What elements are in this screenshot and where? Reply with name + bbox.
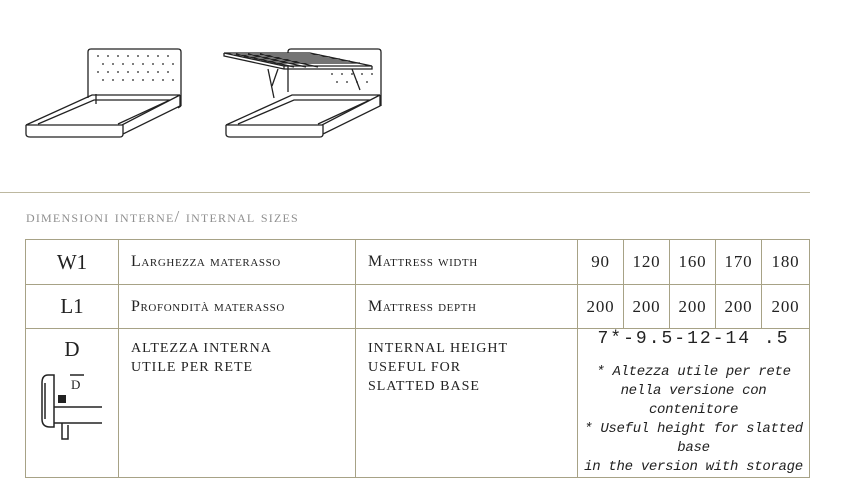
table-row-depth [26, 285, 810, 329]
section-title: dimensioni interne/ internal sizes [26, 207, 299, 226]
diagram-d-label: D [71, 377, 81, 392]
row-code: D [64, 337, 80, 361]
value-cell: 120 [624, 240, 670, 285]
internal-sizes-table [25, 239, 810, 478]
label-italian: Larghezza materasso [119, 240, 356, 285]
row-code-cell [26, 329, 119, 478]
table-row-width [26, 240, 810, 285]
label-italian-line2: UTILE PER RETE [131, 360, 254, 375]
section-divider [0, 192, 810, 193]
label-english-line2: USEFUL FOR [368, 360, 462, 375]
value-cell: 90 [578, 240, 624, 285]
footnote-line: in the version with storage [584, 459, 803, 475]
value-cell: 200 [578, 285, 624, 329]
label-english-line1: INTERNAL HEIGHT [368, 341, 509, 356]
value-cell: 180 [762, 240, 810, 285]
bed-height-diagram-icon [40, 369, 104, 445]
height-values: 7*-9.5-12-14 .5 [597, 329, 790, 349]
table-row-height [26, 329, 810, 478]
value-cell: 160 [670, 240, 716, 285]
value-cell: 200 [624, 285, 670, 329]
bed-illustration-standard [22, 40, 192, 150]
footnote-line: * Useful height for slatted base [584, 421, 803, 456]
label-english [356, 329, 578, 478]
label-english-line3: SLATTED BASE [368, 379, 480, 394]
label-italian: Profondità materasso [119, 285, 356, 329]
bed-illustration-storage [222, 40, 392, 150]
footnote [578, 363, 809, 477]
row-code: W1 [26, 240, 119, 285]
footnote-line: * Altezza utile per rete [596, 364, 791, 380]
value-cell: 200 [670, 285, 716, 329]
value-cell: 200 [762, 285, 810, 329]
row-code: L1 [26, 285, 119, 329]
label-english: Mattress width [356, 240, 578, 285]
internal-height-values-cell [578, 329, 810, 478]
label-english: Mattress depth [356, 285, 578, 329]
label-italian [119, 329, 356, 478]
label-italian-line1: ALTEZZA INTERNA [131, 341, 272, 356]
footnote-line: nella versione con contenitore [620, 383, 767, 418]
value-cell: 200 [716, 285, 762, 329]
value-cell: 170 [716, 240, 762, 285]
